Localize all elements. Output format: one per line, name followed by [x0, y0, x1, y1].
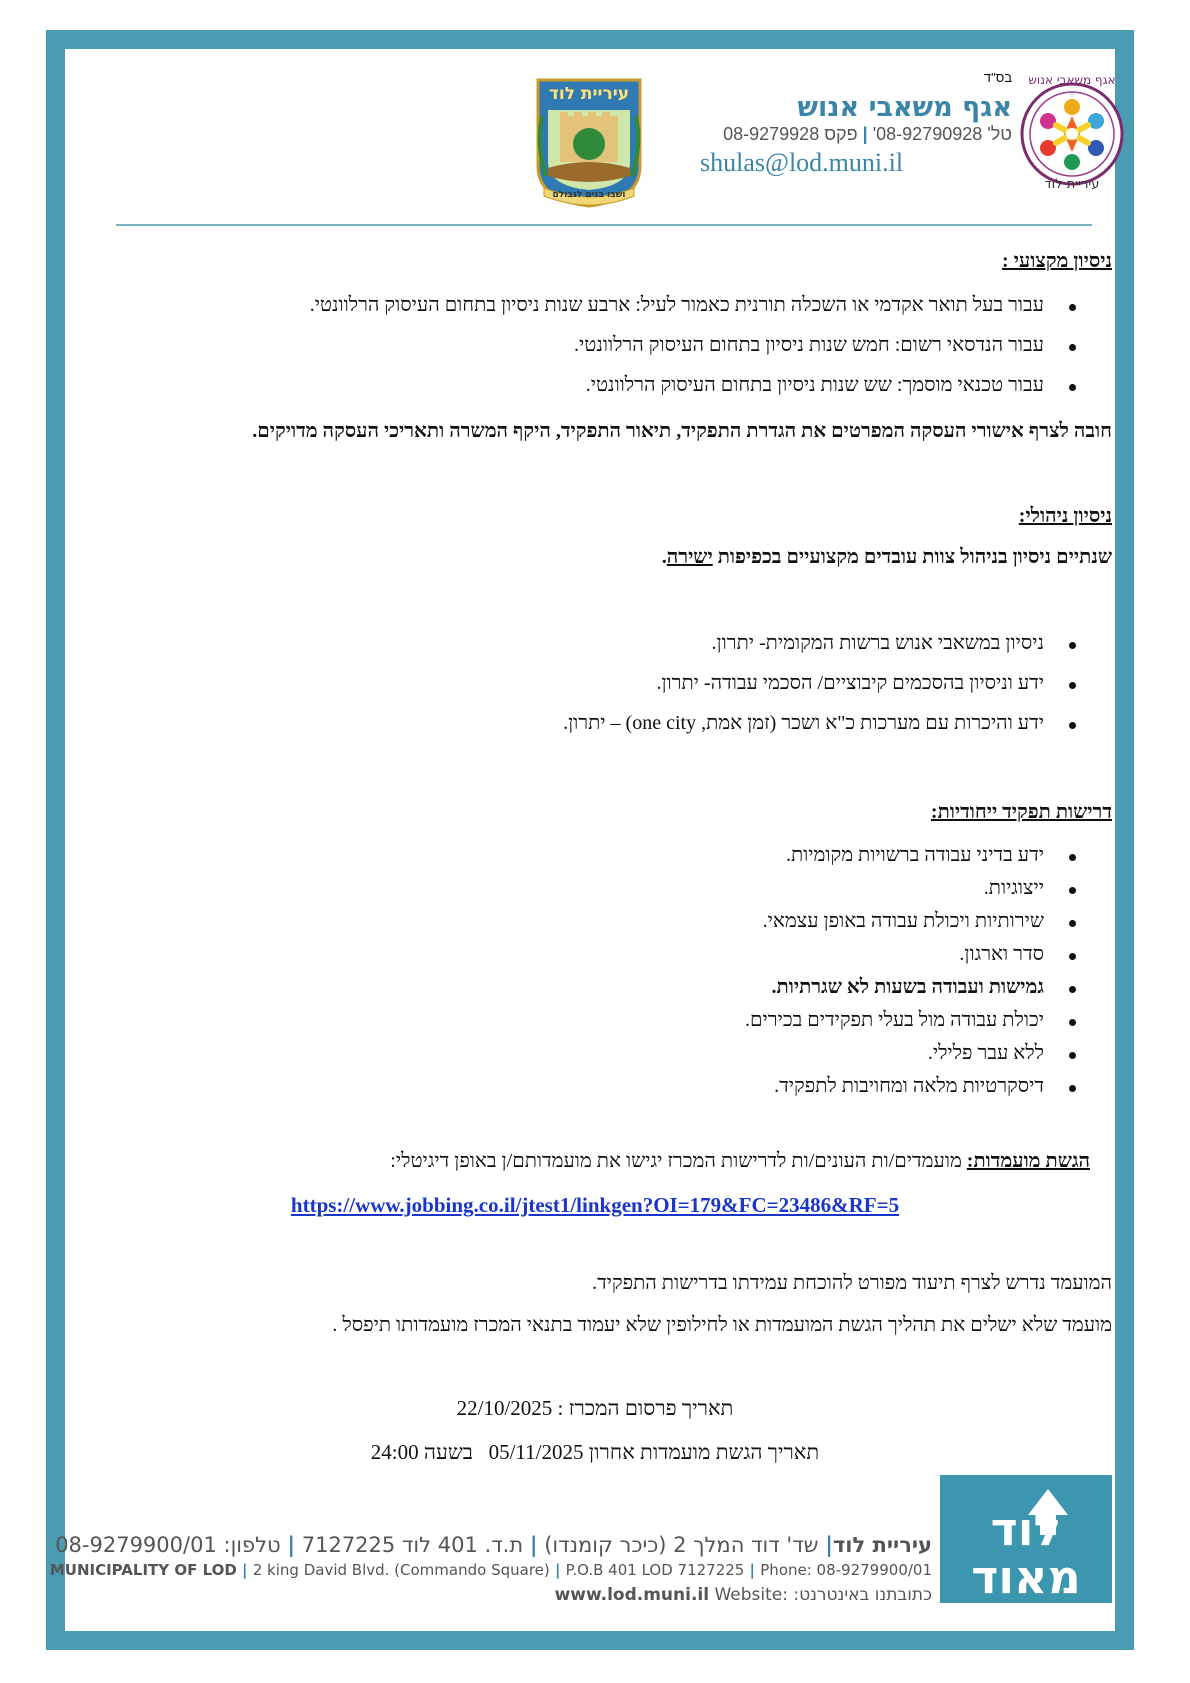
list-item: ייצוגיות. — [182, 877, 1082, 910]
submission-instructions — [90, 1150, 1090, 1173]
documentation-note: המועמד נדרש לצרף תיעוד מפורט להוכחת עמידתו בדרישות התפקיד. — [592, 1272, 1112, 1294]
website-url[interactable]: www.lod.muni.il — [554, 1585, 710, 1605]
professional-experience-title: ניסיון מקצועי : — [1002, 250, 1112, 272]
footer-en-address: 2 king David Blvd. (Commando Square) — [252, 1561, 550, 1579]
submission-text: מועמדים/ות העונים/ות לדרישות המכרז יגישו את מועמדותם/ן באופן דיגיטלי: — [390, 1150, 967, 1172]
publish-date: 22/10/2025 — [456, 1396, 553, 1420]
svg-text:עיריית לוד: עיריית לוד — [548, 84, 630, 104]
list-item: עבור טכנאי מוסמך: שש שנות ניסיון בתחום העיסוק הרלוונטי. — [182, 374, 1082, 397]
footer-website — [555, 1585, 932, 1605]
fax-number: 08-9279928 — [723, 124, 820, 144]
svg-text:אגף משאבי אנוש: אגף משאבי אנוש — [1028, 73, 1116, 87]
svg-text:ושבו בנים לגבולם: ושבו בנים לגבולם — [552, 190, 626, 200]
list-item: דיסקרטיות מלאה ומחויבות לתפקיד. — [182, 1075, 1082, 1108]
bsd-mark: בס"ד — [983, 70, 1012, 85]
list-item: עבור הנדסאי רשום: חמש שנות ניסיון בתחום העיסוק הרלוונטי. — [182, 334, 1082, 357]
deadline-date: 05/11/2025 — [488, 1440, 584, 1464]
list-item: שירותיות ויכולת עבודה באופן עצמאי. — [182, 910, 1082, 943]
website-prefix: Website: — [714, 1585, 788, 1605]
deadline-label: תאריך הגשת מועמדות אחרון — [588, 1440, 820, 1464]
separator: | — [236, 1561, 253, 1579]
list-item: ידע והיכרות עם מערכות כ"א ושכר (זמן אמת, one city) – יתרון. — [182, 712, 1082, 735]
special-requirements-list — [182, 844, 1082, 1108]
separator: | — [529, 1533, 538, 1557]
list-item: ידע בדיני עבודה ברשויות מקומיות. — [182, 844, 1082, 877]
management-underlined-text: ישירה — [666, 546, 713, 568]
phone-number: 08-92790928' — [872, 124, 983, 144]
footer-hebrew-contact — [55, 1533, 932, 1557]
list-item: ללא עבר פלילי. — [182, 1042, 1082, 1075]
city-crest — [534, 76, 644, 208]
application-link[interactable]: https://www.jobbing.co.il/jtest1/linkgen?OI=179&FC=23486&RF=5 — [290, 1193, 900, 1217]
deadline-line — [0, 1440, 1190, 1465]
list-item: ידע וניסיון בהסכמים קיבוציים/ הסכמי עבודה- יתרון. — [182, 672, 1082, 695]
footer-en-pob: P.O.B 401 LOD 7127225 — [565, 1561, 745, 1579]
svg-text:מאוד: מאוד — [971, 1550, 1081, 1603]
professional-note: חובה לצרף אישורי העסקה המפרטים את הגדרת התפקיד, תיאור התפקיד, היקף המשרה ותאריכי העסקה מדויקים. — [252, 420, 1112, 442]
lod-brand-logo — [940, 1475, 1112, 1603]
management-advantages-list — [182, 632, 1082, 735]
footer-english-contact — [50, 1561, 932, 1579]
separator: | — [287, 1533, 296, 1557]
separator: | — [862, 124, 868, 144]
time-label: בשעה — [423, 1440, 473, 1464]
footer-pob: ת.ד. 401 לוד 7127225 — [301, 1533, 524, 1557]
separator: | — [825, 1533, 833, 1557]
management-text: שנתיים ניסיון בניהול צוות עובדים מקצועיים בכפיפות — [712, 546, 1112, 568]
separator: | — [549, 1561, 566, 1579]
footer-municipality: עיריית לוד — [832, 1533, 932, 1557]
contact-phones — [723, 124, 1012, 145]
department-title: אגף משאבי אנוש — [797, 92, 1012, 123]
management-experience-title: ניסיון ניהולי: — [1018, 505, 1112, 527]
management-requirement — [112, 546, 1112, 569]
fax-label: פקס — [824, 124, 858, 144]
header-divider — [116, 224, 1092, 226]
publish-date-line — [0, 1396, 1190, 1421]
phone-label: טל' — [987, 124, 1012, 144]
list-item: עבור בעל תואר אקדמי או השכלה תורנית כאמור לעיל: ארבע שנות ניסיון בתחום העיסוק הרלוונטי. — [182, 294, 1082, 317]
email-address[interactable]: shulas@lod.muni.il — [700, 148, 904, 177]
professional-experience-list — [182, 294, 1082, 397]
svg-text:עיריית לוד: עיריית לוד — [1044, 177, 1100, 192]
special-requirements-title: דרישות תפקיד ייחודיות: — [930, 801, 1112, 823]
list-item: גמישות ועבודה בשעות לא שגרתיות. — [182, 976, 1082, 1009]
hr-department-logo — [1016, 72, 1128, 196]
separator: | — [744, 1561, 761, 1579]
footer-address: שד' דוד המלך 2 (כיכר קומנדו) — [544, 1533, 819, 1557]
svg-text:לוד: לוד — [990, 1502, 1062, 1556]
submission-label: הגשת מועמדות: — [966, 1150, 1090, 1172]
footer-en-phone: Phone: 08-9279900/01 — [760, 1561, 932, 1579]
publish-date-label: תאריך פרסום המכרז : — [557, 1396, 734, 1420]
deadline-time: 24:00 — [370, 1440, 419, 1464]
list-item: ניסיון במשאבי אנוש ברשות המקומית- יתרון. — [182, 632, 1082, 655]
list-item: סדר וארגון. — [182, 943, 1082, 976]
website-label: כתובתנו באינטרנט: — [793, 1585, 932, 1605]
management-text-end: . — [661, 546, 667, 568]
list-item: יכולת עבודה מול בעלי תפקידים בכירים. — [182, 1009, 1082, 1042]
disqualification-note: מועמד שלא ישלים את תהליך הגשת המועמדות או לחילופין שלא יעמוד בתנאי המכרז מועמדותו תיפסל . — [332, 1314, 1112, 1336]
footer-en-name: MUNICIPALITY OF LOD — [49, 1561, 237, 1579]
footer-phone: טלפון: 08-9279900/01 — [55, 1533, 281, 1557]
